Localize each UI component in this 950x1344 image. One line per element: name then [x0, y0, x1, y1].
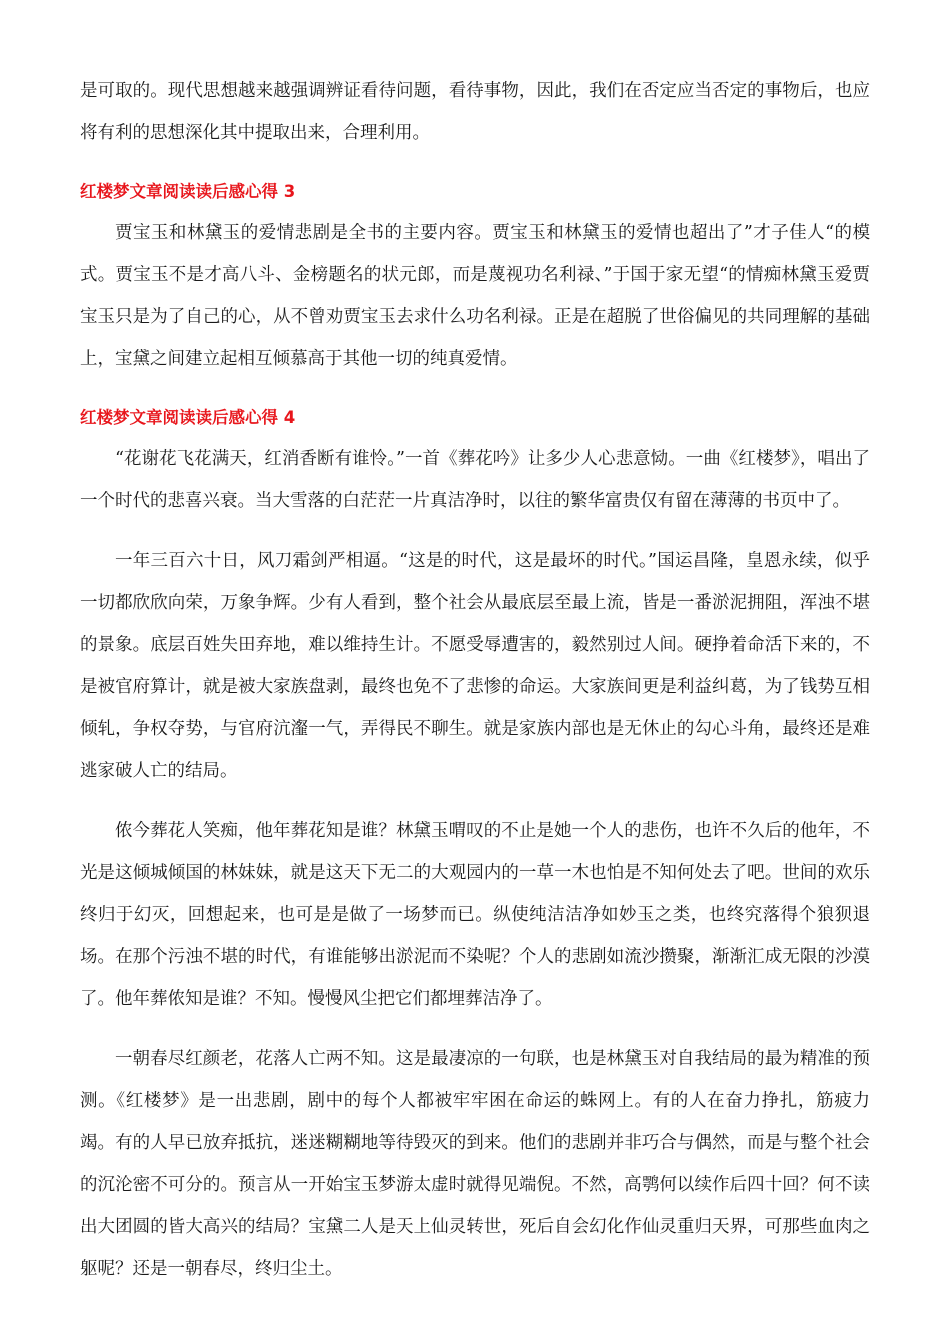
document-page — [80, 70, 870, 1308]
paragraph-section-4-1: “花谢花飞花满天，红消香断有谁怜。”一首《葬花吟》让多少人心悲意恸。一曲《红楼梦》，唱出了一个时代的悲喜兴衰。当大雪落的白茫茫一片真洁净时，以往的繁华富贵仅有留在薄薄的书页中了。 — [80, 449, 870, 511]
section-heading-3: 红楼梦文章阅读读后感心得 3 — [80, 182, 296, 201]
paragraph-section-4-3: 侬今葬花人笑痴，他年葬花知是谁？林黛玉喟叹的不止是她一个人的悲伤，也许不久后的他年，不光是这倾城倾国的林妹妹，就是这天下无二的大观园内的一草一木也怕是不知何处去了吧。世间的欢乐终归于幻灭，回想起来，也可是是做了一场梦而已。纵使纯洁洁净如妙玉之类，也终究落得个狼狈退场。在那个污浊不堪的时代，有谁能够出淤泥而不染呢？个人的悲剧如流沙攒聚，渐渐汇成无限的沙漠了。他年葬侬知是谁？不知。慢慢风尘把它们都埋葬洁净了。 — [80, 821, 870, 1009]
paragraph-section-4-4: 一朝春尽红颜老，花落人亡两不知。这是最凄凉的一句联，也是林黛玉对自我结局的最为精准的预测。《红楼梦》是一出悲剧，剧中的每个人都被牢牢困在命运的蛛网上。有的人在奋力挣扎，筋疲力竭。有的人早已放弃抵抗，迷迷糊糊地等待毁灭的到来。他们的悲剧并非巧合与偶然，而是与整个社会的沉沦密不可分的。预言从一开始宝玉梦游太虚时就得见端倪。不然，高鹗何以续作后四十回？何不读出大团圆的皆大高兴的结局？宝黛二人是天上仙灵转世，死后自会幻化作仙灵重归天界，可那些血肉之躯呢？还是一朝春尽，终归尘土。 — [80, 1049, 870, 1279]
paragraph-section-3: 贾宝玉和林黛玉的爱情悲剧是全书的主要内容。贾宝玉和林黛玉的爱情也超出了”才子佳人“的模式。贾宝玉不是才高八斗、金榜题名的状元郎，而是蔑视功名利禄、”于国于家无望“的情痴林黛玉爱贾宝玉只是为了自己的心，从不曾劝贾宝玉去求什么功名利禄。正是在超脱了世俗偏见的共同理解的基础上，宝黛之间建立起相互倾慕高于其他一切的纯真爱情。 — [80, 223, 870, 369]
paragraph-section-4-2: 一年三百六十日，风刀霜剑严相逼。“这是的时代，这是最坏的时代。”国运昌隆，皇恩永续，似乎一切都欣欣向荣，万象争辉。少有人看到，整个社会从最底层至最上流，皆是一番淤泥拥阻，浑浊不堪的景象。底层百姓失田弃地，难以维持生计。不愿受辱遭害的，毅然别过人间。硬挣着命活下来的，不是被官府算计，就是被大家族盘剥，最终也免不了悲惨的命运。大家族间更是利益纠葛，为了钱势互相倾轧，争权夺势，与官府沆瀣一气，弄得民不聊生。就是家族内部也是无休止的勾心斗角，最终还是难逃家破人亡的结局。 — [80, 551, 870, 781]
paragraph-intro-continuation: 是可取的。现代思想越来越强调辨证看待问题，看待事物，因此，我们在否定应当否定的事物后，也应将有利的思想深化其中提取出来，合理利用。 — [80, 81, 870, 143]
section-heading-4: 红楼梦文章阅读读后感心得 4 — [80, 408, 296, 427]
